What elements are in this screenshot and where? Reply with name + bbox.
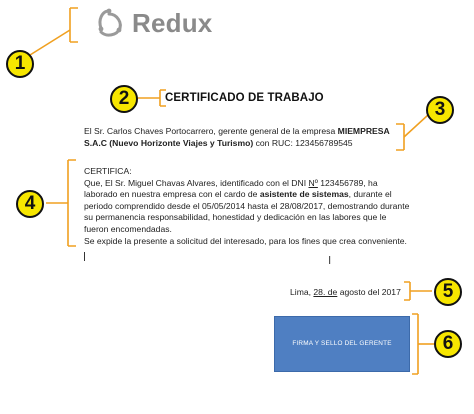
intro-prefix: El Sr. Carlos Chaves Portocarrero, gerente general de la empresa [84, 126, 338, 136]
callout-5: 5 [434, 278, 462, 306]
body-text-2: 123456789, ha laborado en nuestra empresa con el cardo de [84, 177, 378, 200]
date-suffix: agosto del 2017 [337, 287, 401, 297]
text-cursor [84, 252, 85, 261]
signature-label: FIRMA Y SELLO DEL GERENTE [292, 340, 392, 347]
certification-body [84, 166, 412, 236]
date-day: 28. de [313, 287, 338, 297]
bracket-4 [68, 160, 76, 246]
document-title: CERTIFICADO DE TRABAJO [165, 92, 324, 104]
callout-3: 3 [426, 96, 454, 124]
dni-label: Nº [308, 177, 318, 188]
callout-1: 1 [6, 50, 34, 78]
signature-box[interactable] [274, 316, 410, 372]
logo-text: Redux [132, 8, 213, 38]
callout-2: 2 [110, 85, 138, 113]
certifica-label: CERTIFICA: [84, 166, 132, 176]
bracket-1 [70, 8, 78, 42]
body-text-1: Que, El Sr. Miguel Chavas Alvares, identificado con el DNI [84, 177, 309, 188]
closing-paragraph: Se expide la presente a solicitud del interesado, para los fines que crea conveniente. [84, 236, 407, 246]
intro-paragraph [84, 126, 410, 149]
position-title: asistente de sistemas [259, 189, 349, 200]
bracket-5 [404, 282, 410, 300]
intro-suffix: con RUC: 123456789545 [253, 137, 353, 148]
date-prefix: Lima, [290, 287, 314, 297]
body-text-3: , durante el periodo comprendido desde el 05/05/2014 hasta el 28/08/2017, demostrando durante su permanencia responsabilidad, honestidad y dedicación en las labores que le fueron encomendadas. [84, 189, 410, 234]
bracket-6 [412, 314, 418, 374]
company-name: MIEMPRESA S.A.C (Nuevo Horizonte Viajes y Turismo) [84, 126, 390, 148]
ibeam-cursor-icon: I [328, 254, 332, 267]
leader-1 [30, 30, 70, 55]
date-line [290, 287, 401, 297]
callout-4: 4 [16, 190, 44, 218]
body-paragraph [84, 178, 412, 236]
callout-6: 6 [434, 330, 462, 358]
